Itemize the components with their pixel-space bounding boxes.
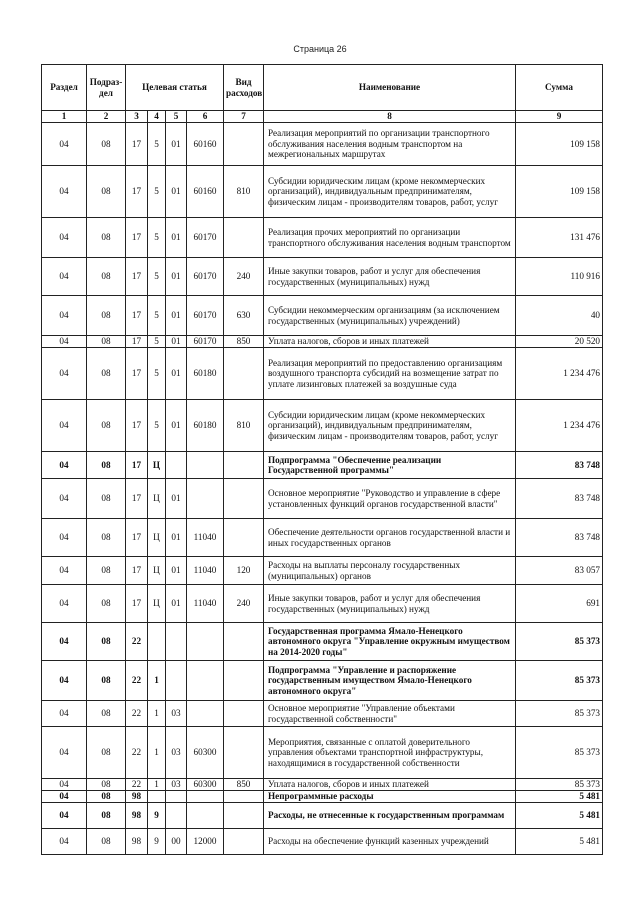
cell-measure: 01: [166, 348, 187, 400]
cell-measure: 03: [166, 779, 187, 791]
table-row: [42, 829, 603, 855]
cell-sum: 85 373: [516, 661, 603, 701]
cell-measure: 01: [166, 218, 187, 258]
cell-sum: 83 057: [516, 557, 603, 585]
cell-sum: 83 748: [516, 452, 603, 479]
cell-sum: 83 748: [516, 479, 603, 519]
table-row: [42, 258, 603, 296]
cell-measure: [166, 661, 187, 701]
cell-program: 22: [126, 661, 148, 701]
cell-program: 17: [126, 348, 148, 400]
cell-subprogram: 9: [148, 829, 166, 855]
cell-podrazdel: 08: [87, 452, 126, 479]
cell-direction: 12000: [187, 829, 224, 855]
cell-podrazdel: 08: [87, 661, 126, 701]
cell-name: Реализация мероприятий по организации транспортного обслуживания населения водным транспортом на межрегиональных маршрутах: [264, 123, 516, 166]
table-row: [42, 623, 603, 661]
cell-subprogram: Ц: [148, 479, 166, 519]
cell-name: Расходы на обеспечение функций казенных учреждений: [264, 829, 516, 855]
cell-name: Непрограммные расходы: [264, 791, 516, 803]
cell-program: 22: [126, 701, 148, 727]
cell-subprogram: 5: [148, 218, 166, 258]
cell-sum: 5 481: [516, 791, 603, 803]
cell-podrazdel: 08: [87, 791, 126, 803]
header-target-article: Целевая статья: [126, 65, 224, 111]
cell-sum: 85 373: [516, 701, 603, 727]
cell-name: Иные закупки товаров, работ и услуг для обеспечения государственных (муниципальных) нужд: [264, 258, 516, 296]
cell-direction: 60300: [187, 727, 224, 779]
cell-program: 17: [126, 585, 148, 623]
cell-podrazdel: 08: [87, 123, 126, 166]
cell-expense-type: [224, 727, 264, 779]
cell-name: Подпрограмма "Обеспечение реализации Государственной программы": [264, 452, 516, 479]
table-row: [42, 336, 603, 348]
cell-program: 17: [126, 400, 148, 452]
cell-subprogram: 5: [148, 296, 166, 336]
cell-subprogram: Ц: [148, 585, 166, 623]
cell-subprogram: 5: [148, 123, 166, 166]
cell-expense-type: 240: [224, 585, 264, 623]
cell-podrazdel: 08: [87, 727, 126, 779]
cell-razdel: 04: [42, 348, 87, 400]
cell-subprogram: 5: [148, 348, 166, 400]
cell-direction: 60180: [187, 348, 224, 400]
cell-sum: 85 373: [516, 623, 603, 661]
table-row: [42, 585, 603, 623]
cell-program: 17: [126, 336, 148, 348]
budget-table: [41, 64, 603, 855]
cell-name: Мероприятия, связанные с оплатой доверительного управления объектами транспортной инфраструктуры, находящимися в государственной собственности: [264, 727, 516, 779]
cell-direction: 60300: [187, 779, 224, 791]
cell-measure: 01: [166, 400, 187, 452]
cell-podrazdel: 08: [87, 296, 126, 336]
cell-subprogram: 1: [148, 701, 166, 727]
cell-podrazdel: 08: [87, 336, 126, 348]
cell-name: Субсидии юридическим лицам (кроме некоммерческих организаций), индивидуальным предпринимателям, физическим лицам - производителям товаров, работ, услуг: [264, 400, 516, 452]
header-razdel: Раздел: [42, 65, 87, 111]
cell-podrazdel: 08: [87, 585, 126, 623]
cell-measure: 01: [166, 557, 187, 585]
cell-name: Реализация мероприятий по предоставлению организациям воздушного транспорта субсидий на возмещение затрат по уплате лизинговых платежей за воздушные суда: [264, 348, 516, 400]
cell-sum: 83 748: [516, 519, 603, 557]
cell-podrazdel: 08: [87, 519, 126, 557]
cell-program: 22: [126, 779, 148, 791]
cell-expense-type: [224, 218, 264, 258]
cell-name: Иные закупки товаров, работ и услуг для обеспечения государственных (муниципальных) нужд: [264, 585, 516, 623]
cell-expense-type: [224, 661, 264, 701]
column-number: 5: [166, 111, 187, 123]
cell-program: 17: [126, 479, 148, 519]
cell-program: 17: [126, 123, 148, 166]
column-number: 1: [42, 111, 87, 123]
column-number: 9: [516, 111, 603, 123]
table-row: [42, 519, 603, 557]
cell-direction: 60180: [187, 400, 224, 452]
cell-razdel: 04: [42, 452, 87, 479]
cell-subprogram: 9: [148, 803, 166, 829]
cell-program: 17: [126, 166, 148, 218]
table-row: [42, 779, 603, 791]
cell-measure: 03: [166, 701, 187, 727]
cell-podrazdel: 08: [87, 258, 126, 296]
cell-program: 17: [126, 452, 148, 479]
cell-sum: 85 373: [516, 779, 603, 791]
cell-measure: 01: [166, 336, 187, 348]
table-row: [42, 727, 603, 779]
cell-program: 22: [126, 623, 148, 661]
cell-subprogram: [148, 623, 166, 661]
cell-razdel: 04: [42, 123, 87, 166]
cell-direction: [187, 791, 224, 803]
cell-razdel: 04: [42, 400, 87, 452]
cell-direction: [187, 803, 224, 829]
cell-name: Субсидии некоммерческим организациям (за исключением государственных (муниципальных) учреждений): [264, 296, 516, 336]
cell-podrazdel: 08: [87, 400, 126, 452]
cell-measure: 01: [166, 296, 187, 336]
cell-name: Субсидии юридическим лицам (кроме некоммерческих организаций), индивидуальным предпринимателям, физическим лицам - производителям товаров, работ, услуг: [264, 166, 516, 218]
cell-subprogram: 5: [148, 336, 166, 348]
cell-program: 98: [126, 829, 148, 855]
cell-expense-type: [224, 348, 264, 400]
cell-measure: 01: [166, 519, 187, 557]
header-row: [42, 65, 603, 111]
cell-podrazdel: 08: [87, 779, 126, 791]
cell-podrazdel: 08: [87, 829, 126, 855]
cell-sum: 110 916: [516, 258, 603, 296]
cell-sum: 131 476: [516, 218, 603, 258]
cell-expense-type: 810: [224, 166, 264, 218]
cell-name: Реализация прочих мероприятий по организации транспортного обслуживания населения водным транспортом: [264, 218, 516, 258]
cell-razdel: 04: [42, 519, 87, 557]
cell-subprogram: 5: [148, 166, 166, 218]
cell-measure: 01: [166, 123, 187, 166]
cell-podrazdel: 08: [87, 166, 126, 218]
cell-direction: 60160: [187, 166, 224, 218]
cell-subprogram: 1: [148, 779, 166, 791]
cell-subprogram: [148, 791, 166, 803]
column-number: 6: [187, 111, 224, 123]
cell-direction: 60160: [187, 123, 224, 166]
cell-razdel: 04: [42, 218, 87, 258]
cell-direction: 60170: [187, 296, 224, 336]
cell-expense-type: 850: [224, 779, 264, 791]
table-row: [42, 479, 603, 519]
cell-program: 17: [126, 296, 148, 336]
table-row: [42, 557, 603, 585]
cell-podrazdel: 08: [87, 348, 126, 400]
cell-measure: [166, 803, 187, 829]
header-sum: Сумма: [516, 65, 603, 111]
cell-expense-type: [224, 123, 264, 166]
cell-razdel: 04: [42, 479, 87, 519]
cell-razdel: 04: [42, 623, 87, 661]
table-row: [42, 803, 603, 829]
cell-razdel: 04: [42, 779, 87, 791]
cell-sum: 5 481: [516, 829, 603, 855]
cell-sum: 5 481: [516, 803, 603, 829]
cell-subprogram: Ц: [148, 519, 166, 557]
column-number-row: [42, 111, 603, 123]
cell-measure: 01: [166, 479, 187, 519]
cell-sum: 85 373: [516, 727, 603, 779]
cell-razdel: 04: [42, 258, 87, 296]
table-row: [42, 296, 603, 336]
cell-expense-type: 240: [224, 258, 264, 296]
cell-podrazdel: 08: [87, 701, 126, 727]
cell-subprogram: Ц: [148, 452, 166, 479]
cell-razdel: 04: [42, 166, 87, 218]
cell-measure: 01: [166, 585, 187, 623]
cell-podrazdel: 08: [87, 557, 126, 585]
cell-program: 17: [126, 519, 148, 557]
cell-subprogram: 5: [148, 400, 166, 452]
cell-measure: 01: [166, 258, 187, 296]
column-number: 7: [224, 111, 264, 123]
cell-expense-type: 120: [224, 557, 264, 585]
table-row: [42, 166, 603, 218]
cell-razdel: 04: [42, 585, 87, 623]
cell-sum: 40: [516, 296, 603, 336]
cell-podrazdel: 08: [87, 803, 126, 829]
cell-expense-type: [224, 519, 264, 557]
cell-razdel: 04: [42, 336, 87, 348]
cell-name: Уплата налогов, сборов и иных платежей: [264, 336, 516, 348]
cell-direction: [187, 452, 224, 479]
table-row: [42, 400, 603, 452]
cell-name: Уплата налогов, сборов и иных платежей: [264, 779, 516, 791]
cell-direction: [187, 479, 224, 519]
table-row: [42, 123, 603, 166]
table-row: [42, 218, 603, 258]
cell-measure: [166, 452, 187, 479]
cell-sum: 20 520: [516, 336, 603, 348]
cell-measure: 03: [166, 727, 187, 779]
cell-name: Государственная программа Ямало-Ненецкого автономного округа "Управление окружным имуществом на 2014-2020 годы": [264, 623, 516, 661]
cell-direction: [187, 701, 224, 727]
cell-program: 98: [126, 803, 148, 829]
cell-sum: 109 158: [516, 166, 603, 218]
cell-program: 17: [126, 218, 148, 258]
cell-expense-type: [224, 452, 264, 479]
cell-name: Основное мероприятие "Управление объектами государственной собственности": [264, 701, 516, 727]
cell-expense-type: [224, 829, 264, 855]
column-number: 3: [126, 111, 148, 123]
cell-sum: 1 234 476: [516, 348, 603, 400]
cell-razdel: 04: [42, 803, 87, 829]
cell-program: 17: [126, 258, 148, 296]
cell-expense-type: 630: [224, 296, 264, 336]
cell-name: Обеспечение деятельности органов государственной власти и иных государственных органов: [264, 519, 516, 557]
column-number: 2: [87, 111, 126, 123]
cell-razdel: 04: [42, 296, 87, 336]
cell-subprogram: 5: [148, 258, 166, 296]
cell-measure: 00: [166, 829, 187, 855]
cell-direction: 60170: [187, 336, 224, 348]
cell-expense-type: [224, 803, 264, 829]
cell-subprogram: 1: [148, 661, 166, 701]
cell-expense-type: [224, 791, 264, 803]
cell-razdel: 04: [42, 791, 87, 803]
cell-program: 98: [126, 791, 148, 803]
table-row: [42, 348, 603, 400]
cell-razdel: 04: [42, 661, 87, 701]
cell-name: Основное мероприятие "Руководство и управление в сфере установленных функций органов государственной власти": [264, 479, 516, 519]
cell-name: Подпрограмма "Управление и распоряжение государственным имуществом Ямало-Ненецкого автономного округа": [264, 661, 516, 701]
header-name: Наименование: [264, 65, 516, 111]
cell-direction: 11040: [187, 519, 224, 557]
table-row: [42, 452, 603, 479]
cell-razdel: 04: [42, 727, 87, 779]
cell-measure: 01: [166, 166, 187, 218]
cell-razdel: 04: [42, 829, 87, 855]
cell-podrazdel: 08: [87, 623, 126, 661]
cell-expense-type: [224, 701, 264, 727]
cell-sum: 691: [516, 585, 603, 623]
cell-measure: [166, 791, 187, 803]
cell-sum: 1 234 476: [516, 400, 603, 452]
cell-name: Расходы, не отнесенные к государственным программам: [264, 803, 516, 829]
header-podrazdel: Подраз- дел: [87, 65, 126, 111]
table-row: [42, 701, 603, 727]
cell-direction: 60170: [187, 258, 224, 296]
cell-expense-type: [224, 623, 264, 661]
cell-program: 17: [126, 557, 148, 585]
cell-measure: [166, 623, 187, 661]
column-number: 8: [264, 111, 516, 123]
cell-podrazdel: 08: [87, 218, 126, 258]
cell-name: Расходы на выплаты персоналу государственных (муниципальных) органов: [264, 557, 516, 585]
cell-razdel: 04: [42, 701, 87, 727]
table-row: [42, 791, 603, 803]
cell-expense-type: [224, 479, 264, 519]
cell-podrazdel: 08: [87, 479, 126, 519]
cell-sum: 109 158: [516, 123, 603, 166]
column-number: 4: [148, 111, 166, 123]
cell-program: 22: [126, 727, 148, 779]
cell-direction: 11040: [187, 557, 224, 585]
cell-expense-type: 810: [224, 400, 264, 452]
page-number: Страница 26: [293, 44, 347, 54]
cell-razdel: 04: [42, 557, 87, 585]
cell-expense-type: 850: [224, 336, 264, 348]
header-expense-type: Вид расходов: [224, 65, 264, 111]
cell-direction: [187, 661, 224, 701]
cell-subprogram: Ц: [148, 557, 166, 585]
table-row: [42, 661, 603, 701]
cell-subprogram: 1: [148, 727, 166, 779]
cell-direction: 60170: [187, 218, 224, 258]
cell-direction: 11040: [187, 585, 224, 623]
cell-direction: [187, 623, 224, 661]
